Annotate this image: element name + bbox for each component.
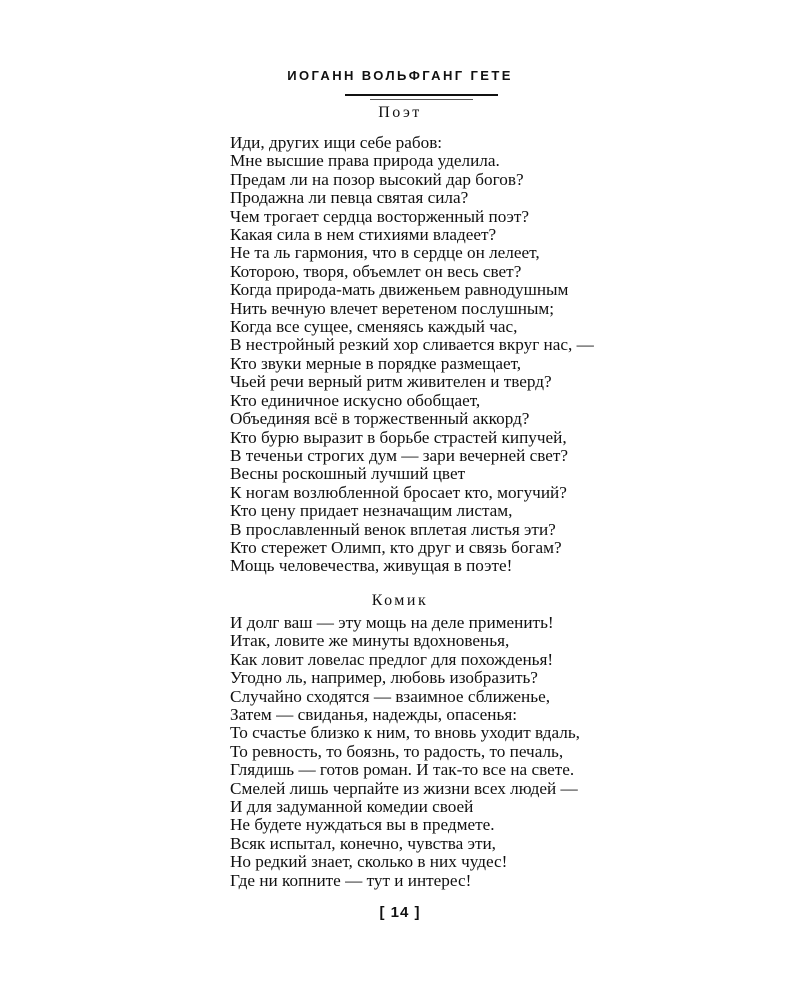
verse-line: В нестройный резкий хор сливается вкруг нас, — [230, 335, 594, 355]
page-number: [ 14 ] [379, 904, 421, 921]
verse-line: Чем трогает сердца восторженный поэт? [230, 206, 530, 226]
verse-line: И для задуманной комедии своей [230, 797, 474, 817]
verse-line: Не будете нуждаться вы в предмете. [230, 815, 495, 835]
section-title-comic: Комик [371, 592, 429, 609]
verse-line: Чьей речи верный ритм живителен и тверд? [230, 372, 552, 392]
verse-line: Нить вечную влечет веретеном послушным; [230, 298, 555, 318]
verse-line: Мощь человечества, живущая в поэте! [230, 556, 513, 576]
verse-line: Когда все сущее, сменяясь каждый час, [230, 317, 518, 337]
verse-line: То ревность, то боязнь, то радость, то печаль, [230, 741, 564, 761]
verse-line: Мне высшие права природа уделила. [230, 151, 500, 171]
verse-line: Кто звуки мерные в порядке размещает, [230, 353, 522, 373]
verse-line: Кто стережет Олимп, кто друг и связь богам? [230, 537, 562, 557]
verse-line: Смелей лишь черпайте из жизни всех людей — [230, 778, 578, 798]
header-rule-thin [370, 99, 473, 100]
verse-line: Какая сила в нем стихиями владеет? [230, 225, 497, 245]
verse-line: Объединяя всё в торжественный аккорд? [230, 409, 530, 429]
verse-line: Всяк испытал, конечно, чувства эти, [230, 833, 496, 853]
verse-line: Но редкий знает, сколько в них чудес! [230, 852, 508, 872]
verse-line: Кто единичное искусно обобщает, [230, 390, 481, 410]
verse-line: Кто цену придает незначащим листам, [230, 501, 513, 521]
section-title-poet: Поэт [378, 104, 422, 121]
verse-line: Когда природа-мать движеньем равнодушным [230, 280, 569, 300]
header-rule [345, 94, 498, 96]
verse-line: И долг ваш — эту мощь на деле применить! [230, 613, 554, 632]
verse-line: Не та ль гармония, что в сердце он лелеет, [230, 243, 540, 263]
verse-line: К ногам возлюбленной бросает кто, могучий? [230, 482, 567, 502]
stanza-poet [230, 134, 690, 576]
verse-line: Предам ли на позор высокий дар богов? [230, 169, 524, 189]
verse-line: В прославленный венок вплетая листья эти? [230, 519, 556, 539]
verse-line: То счастье близко к ним, то вновь уходит вдаль, [230, 723, 580, 743]
verse-line: Где ни копните — тут и интерес! [230, 870, 472, 890]
running-head: ИОГАНН ВОЛЬФГАНГ ГЕТЕ [287, 68, 513, 83]
stanza-comic [230, 614, 690, 890]
verse-line: Глядишь — готов роман. И так-то все на свете. [230, 760, 575, 780]
verse-line: Которою, творя, объемлет он весь свет? [230, 261, 522, 281]
verse-line: Продажна ли певца святая сила? [230, 188, 469, 208]
verse-line: Случайно сходятся — взаимное сближенье, [230, 686, 551, 706]
verse-line: Кто бурю выразит в борьбе страстей кипучей, [230, 427, 567, 447]
verse-line: Как ловит ловелас предлог для похожденья! [230, 649, 554, 669]
verse-line: Весны роскошный лучший цвет [230, 464, 466, 484]
verse-line: Затем — свиданья, надежды, опасенья: [230, 705, 518, 725]
verse-line: В теченьи строгих дум — зари вечерней свет? [230, 445, 569, 465]
verse-line: Итак, ловите же минуты вдохновенья, [230, 631, 510, 651]
verse-line: Угодно ль, например, любовь изобразить? [230, 668, 538, 688]
verse-line: Иди, других ищи себе рабов: [230, 133, 443, 152]
